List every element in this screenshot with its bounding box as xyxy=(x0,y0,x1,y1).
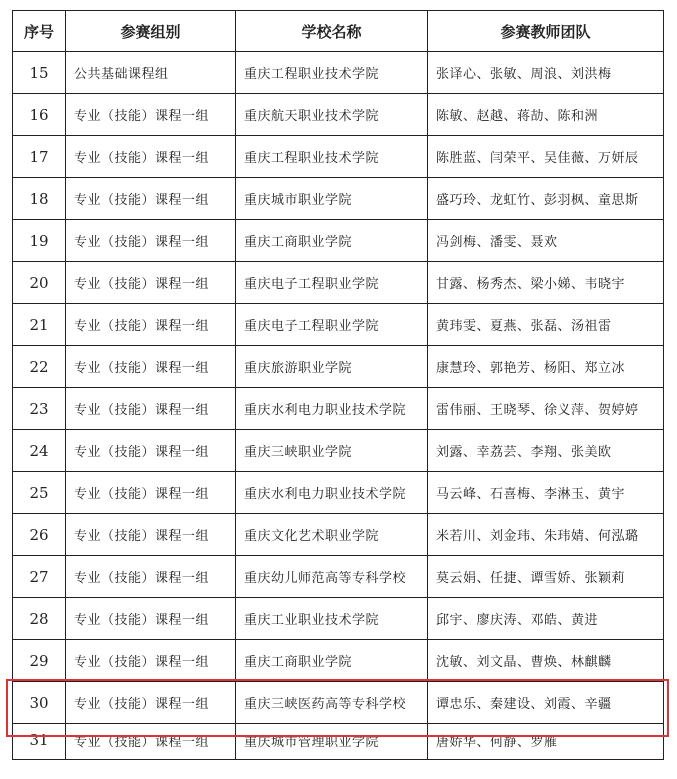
row-group: 专业（技能）课程一组 xyxy=(66,94,236,136)
row-school: 重庆工商职业学院 xyxy=(236,220,428,262)
row-school: 重庆水利电力职业技术学院 xyxy=(236,472,428,514)
row-group: 专业（技能）课程一组 xyxy=(66,556,236,598)
row-school: 重庆电子工程职业学院 xyxy=(236,304,428,346)
row-group: 专业（技能）课程一组 xyxy=(66,640,236,682)
header-row xyxy=(13,11,664,52)
row-team: 冯剑梅、潘雯、聂欢 xyxy=(428,220,664,262)
table-row xyxy=(13,52,664,94)
row-group: 公共基础课程组 xyxy=(66,52,236,94)
row-team: 张译心、张敏、周浪、刘洪梅 xyxy=(428,52,664,94)
row-team: 沈敏、刘文晶、曹焕、林麒麟 xyxy=(428,640,664,682)
row-number: 23 xyxy=(13,388,66,430)
row-school: 重庆三峡医药高等专科学校 xyxy=(236,682,428,724)
header-number: 序号 xyxy=(13,11,66,52)
award-table xyxy=(12,10,664,760)
table-row xyxy=(13,388,664,430)
table-row-highlighted xyxy=(13,682,664,724)
table-row xyxy=(13,472,664,514)
row-school: 重庆电子工程职业学院 xyxy=(236,262,428,304)
row-number: 27 xyxy=(13,556,66,598)
row-group: 专业（技能）课程一组 xyxy=(66,304,236,346)
row-group: 专业（技能）课程一组 xyxy=(66,346,236,388)
row-number: 31 xyxy=(13,724,66,760)
row-school: 重庆工程职业技术学院 xyxy=(236,52,428,94)
row-school: 重庆水利电力职业技术学院 xyxy=(236,388,428,430)
row-team: 甘露、杨秀杰、梁小娣、韦晓宇 xyxy=(428,262,664,304)
row-group: 专业（技能）课程一组 xyxy=(66,724,236,760)
row-school: 重庆工程职业技术学院 xyxy=(236,136,428,178)
row-team: 米若川、刘金玮、朱玮婧、何泓璐 xyxy=(428,514,664,556)
row-team: 莫云娟、任捷、谭雪娇、张颖莉 xyxy=(428,556,664,598)
row-school: 重庆工业职业技术学院 xyxy=(236,598,428,640)
table-row xyxy=(13,640,664,682)
row-number: 26 xyxy=(13,514,66,556)
row-number: 29 xyxy=(13,640,66,682)
header-group: 参赛组别 xyxy=(66,11,236,52)
table-row xyxy=(13,346,664,388)
row-group: 专业（技能）课程一组 xyxy=(66,262,236,304)
row-team: 雷伟丽、王晓琴、徐义萍、贺婷婷 xyxy=(428,388,664,430)
row-school: 重庆航天职业技术学院 xyxy=(236,94,428,136)
table-row xyxy=(13,136,664,178)
table-row xyxy=(13,220,664,262)
row-school: 重庆文化艺术职业学院 xyxy=(236,514,428,556)
row-group: 专业（技能）课程一组 xyxy=(66,220,236,262)
row-team: 马云峰、石喜梅、李淋玉、黄宇 xyxy=(428,472,664,514)
row-team: 邱宇、廖庆涛、邓皓、黄进 xyxy=(428,598,664,640)
table-row xyxy=(13,178,664,220)
row-number: 19 xyxy=(13,220,66,262)
row-number: 30 xyxy=(13,682,66,724)
table-row xyxy=(13,94,664,136)
row-group: 专业（技能）课程一组 xyxy=(66,430,236,472)
row-number: 24 xyxy=(13,430,66,472)
row-number: 22 xyxy=(13,346,66,388)
row-group: 专业（技能）课程一组 xyxy=(66,136,236,178)
row-team: 唐娇华、何静、罗雁 xyxy=(428,724,664,760)
row-team: 盛巧玲、龙虹竹、彭羽枫、童思斯 xyxy=(428,178,664,220)
row-number: 28 xyxy=(13,598,66,640)
row-team: 刘露、幸荔芸、李翔、张美欧 xyxy=(428,430,664,472)
row-number: 21 xyxy=(13,304,66,346)
row-team: 陈胜蓝、闫荣平、吴佳薇、万妍辰 xyxy=(428,136,664,178)
table-row xyxy=(13,304,664,346)
header-team: 参赛教师团队 xyxy=(428,11,664,52)
header-school: 学校名称 xyxy=(236,11,428,52)
row-group: 专业（技能）课程一组 xyxy=(66,682,236,724)
row-group: 专业（技能）课程一组 xyxy=(66,178,236,220)
row-group: 专业（技能）课程一组 xyxy=(66,598,236,640)
table-row xyxy=(13,598,664,640)
row-team: 康慧玲、郭艳芳、杨阳、郑立冰 xyxy=(428,346,664,388)
row-school: 重庆旅游职业学院 xyxy=(236,346,428,388)
table-row xyxy=(13,514,664,556)
row-school: 重庆三峡职业学院 xyxy=(236,430,428,472)
row-school: 重庆幼儿师范高等专科学校 xyxy=(236,556,428,598)
row-group: 专业（技能）课程一组 xyxy=(66,472,236,514)
row-team: 黄玮雯、夏燕、张磊、汤祖雷 xyxy=(428,304,664,346)
row-number: 25 xyxy=(13,472,66,514)
row-team: 谭忠乐、秦建设、刘霞、辛疆 xyxy=(428,682,664,724)
row-school: 重庆城市职业学院 xyxy=(236,178,428,220)
table-row xyxy=(13,430,664,472)
row-number: 16 xyxy=(13,94,66,136)
table-row xyxy=(13,262,664,304)
row-group: 专业（技能）课程一组 xyxy=(66,388,236,430)
row-school: 重庆工商职业学院 xyxy=(236,640,428,682)
table-row xyxy=(13,556,664,598)
row-number: 20 xyxy=(13,262,66,304)
row-group: 专业（技能）课程一组 xyxy=(66,514,236,556)
table-row xyxy=(13,724,664,760)
row-number: 17 xyxy=(13,136,66,178)
row-number: 15 xyxy=(13,52,66,94)
row-team: 陈敏、赵越、蒋劼、陈和洲 xyxy=(428,94,664,136)
row-school: 重庆城市管理职业学院 xyxy=(236,724,428,760)
row-number: 18 xyxy=(13,178,66,220)
